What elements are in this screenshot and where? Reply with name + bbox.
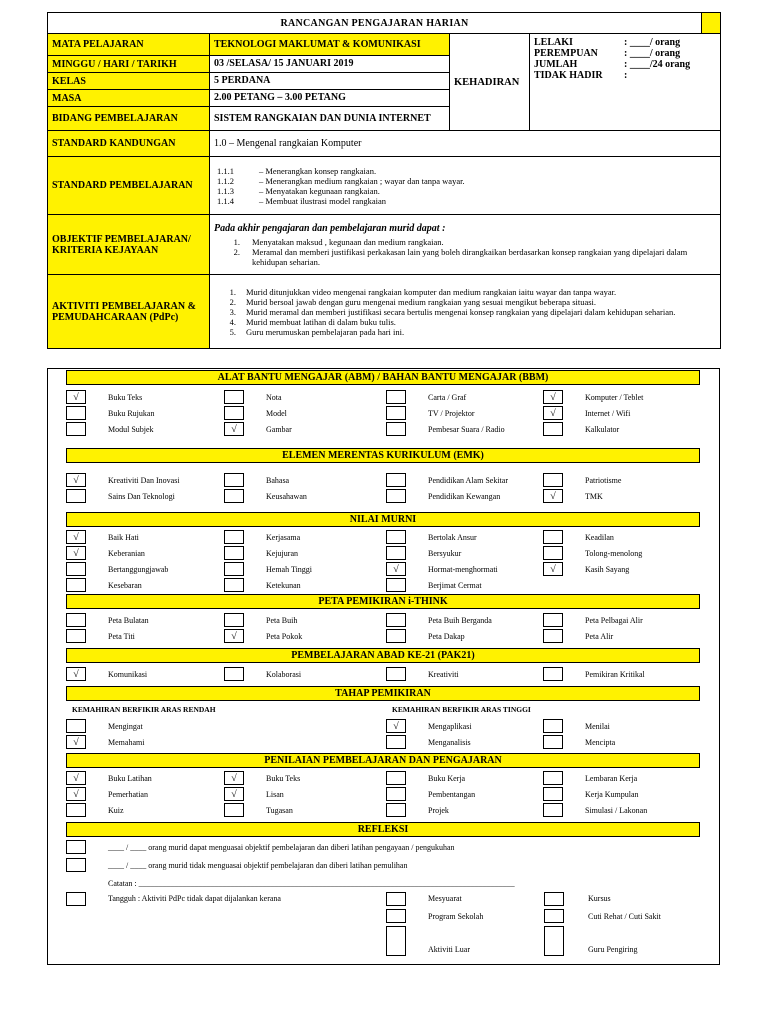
option-label: Lembaran Kerja [585, 773, 638, 783]
pak21-header: PEMBELAJARAN ABAD KE-21 (PAK21) [66, 648, 700, 663]
option-label: Keberanian [108, 548, 145, 558]
checkbox[interactable] [224, 489, 244, 503]
refleksi-checkbox-1[interactable] [66, 840, 86, 854]
ithink-option-peta-pelbagai-alir[interactable] [543, 612, 643, 628]
checkbox[interactable] [224, 562, 244, 576]
checkbox[interactable] [543, 667, 563, 681]
checkbox[interactable] [386, 613, 406, 627]
option-label: Buku Latihan [108, 773, 152, 783]
masa-label: MASA [48, 90, 210, 107]
nilai-grid [66, 529, 700, 593]
option-label: Ketekunan [266, 580, 301, 590]
refleksi-header: REFLEKSI [66, 822, 700, 837]
tahap-header: TAHAP PEMIKIRAN [66, 686, 700, 701]
lesson-plan-header [47, 12, 721, 349]
nilai-option-kasih-sayang[interactable] [543, 561, 629, 577]
option-label: Bersyukur [428, 548, 462, 558]
attendance-jumlah: JUMLAH : ____/24 orang [534, 59, 691, 70]
abm-option-komputer-teblet[interactable] [543, 389, 643, 405]
checkbox[interactable]: √ [386, 719, 406, 733]
option-label: Buku Kerja [428, 773, 466, 783]
option-label: Lisan [266, 789, 284, 799]
checkbox[interactable]: √ [224, 787, 244, 801]
checkbox[interactable] [66, 629, 86, 643]
checkbox[interactable]: √ [224, 771, 244, 785]
option-label: Kreativiti [428, 669, 459, 679]
option-label: Berjimat Cermat [428, 580, 482, 590]
abm-option-buku-rujukan[interactable] [66, 405, 154, 421]
checkbox[interactable]: √ [66, 530, 86, 544]
option-label: TV / Projektor [428, 408, 475, 418]
aras-tinggi-label: KEMAHIRAN BERFIKIR ARAS TINGGI [392, 705, 531, 714]
checkbox[interactable] [386, 473, 406, 487]
page-title: RANCANGAN PENGAJARAN HARIAN [48, 13, 702, 34]
kursus-checkbox[interactable] [544, 892, 564, 906]
nilai-option-keberanian[interactable] [66, 545, 145, 561]
option-label: Buku Teks [108, 392, 143, 402]
option-label: Tugasan [266, 805, 293, 815]
sp-item: 1.1.2 – Menerangkan medium rangkaian ; wayar dan tanpa wayar. [217, 175, 465, 186]
checkbox[interactable] [224, 406, 244, 420]
option-label: Peta Pokok [266, 631, 303, 641]
option-label: Bertolak Ansur [428, 532, 477, 542]
emk-option-kreativiti-dan-inovasi[interactable] [66, 472, 180, 488]
refleksi-catatan: Catatan : ______________________________________________________________________________________________ [108, 879, 515, 888]
option-label: Pemikiran Kritikal [585, 669, 645, 679]
refleksi-tangguh: Tangguh : Aktiviti PdPc tidak dapat dijalankan kerana [108, 894, 281, 903]
aktiviti-item: 2. Murid bersoal jawab dengan guru mengenai medium rangkaian yang sesuai mengikut beberapa situasi. [229, 296, 597, 307]
tahap-option-mengingat[interactable] [66, 718, 143, 734]
emk-option-tmk[interactable] [543, 488, 603, 504]
option-label: Mencipta [585, 737, 616, 747]
checkbox[interactable]: √ [386, 562, 406, 576]
mata-pelajaran-value: TEKNOLOGI MAKLUMAT & KOMUNIKASI [210, 34, 450, 56]
checkbox[interactable] [66, 613, 86, 627]
aktiviti-luar-checkbox[interactable] [386, 926, 406, 956]
option-label: Menilai [585, 721, 610, 731]
option-label: Peta Alir [585, 631, 614, 641]
option-label: Kolaborasi [266, 669, 302, 679]
sp-item: 1.1.1 – Menerangkan konsep rangkaian. [217, 165, 377, 176]
standard-pembelajaran-label: STANDARD PEMBELAJARAN [48, 157, 210, 215]
checkbox[interactable] [224, 667, 244, 681]
refleksi-checkbox-2[interactable] [66, 858, 86, 872]
tahap-row [66, 734, 700, 750]
checkbox[interactable] [386, 629, 406, 643]
objektif-heading: Pada akhir pengajaran dan pembelajaran murid dapat : [214, 222, 446, 234]
checkbox[interactable] [224, 546, 244, 560]
nilai-row [66, 577, 700, 593]
option-label: Keadilan [585, 532, 614, 542]
option-label: Mengaplikasi [428, 721, 472, 731]
option-label: Peta Dakap [428, 631, 465, 641]
option-label: Peta Bulatan [108, 615, 149, 625]
kelas-label: KELAS [48, 73, 210, 90]
guru-pengiring-label: Guru Pengiring [588, 945, 638, 954]
penilaian-row [66, 786, 700, 802]
checkbox[interactable] [386, 530, 406, 544]
nilai-option-ketekunan[interactable] [224, 577, 301, 593]
abm-option-model[interactable] [224, 405, 287, 421]
checkbox[interactable] [543, 735, 563, 749]
sp-item: 1.1.4 – Membuat ilustrasi model rangkaian [217, 195, 386, 206]
option-label: Kreativiti Dan Inovasi [108, 475, 180, 485]
objektif-item: 1. Menyatakan maksud , kegunaan dan medium rangkaian. [233, 236, 444, 247]
checkbox[interactable]: √ [543, 489, 563, 503]
checkbox[interactable] [386, 735, 406, 749]
ithink-option-peta-buih[interactable] [224, 612, 297, 628]
option-label: Carta / Graf [428, 392, 467, 402]
program-sekolah-label: Program Sekolah [428, 912, 484, 921]
attendance-perempuan: PEREMPUAN : ____/ orang [534, 48, 681, 59]
option-label: Nota [266, 392, 282, 402]
checkbox[interactable] [386, 771, 406, 785]
emk-option-patriotisme[interactable] [543, 472, 621, 488]
penilaian-option-simulasi-lakonan[interactable] [543, 802, 647, 818]
checkbox[interactable] [543, 546, 563, 560]
option-label: TMK [585, 491, 603, 501]
nilai-option-kesebaran[interactable] [66, 577, 142, 593]
nilai-row [66, 561, 700, 577]
emk-option-sains-dan-teknologi[interactable] [66, 488, 175, 504]
option-label: Kerja Kumpulan [585, 789, 639, 799]
aktiviti-box [210, 275, 721, 349]
aktiviti-item: 3. Murid meramal dan memberi justifikasi secara bertulis mengenai konsep rangkaian yang dipelajari dalam kehidupan seharian. [229, 306, 676, 317]
option-label: Projek [428, 805, 449, 815]
nilai-row [66, 545, 700, 561]
checkbox[interactable] [386, 406, 406, 420]
penilaian-option-projek[interactable] [386, 802, 449, 818]
refleksi-checkbox-tangguh[interactable] [66, 892, 86, 906]
refleksi-line-2: ____ / ____ orang murid tidak menguasai objektif pembelajaran dan diberi latihan pemulihan [108, 861, 408, 870]
checkbox[interactable] [386, 546, 406, 560]
abm-option-pembesar-suara-radio[interactable] [386, 421, 505, 437]
cuti-label: Cuti Rehat / Cuti Sakit [588, 912, 661, 921]
mesyuarat-checkbox[interactable] [386, 892, 406, 906]
ithink-option-peta-dakap[interactable] [386, 628, 465, 644]
tahap-option-mencipta[interactable] [543, 734, 615, 750]
option-label: Komputer / Teblet [585, 392, 644, 402]
checkbox[interactable]: √ [543, 406, 563, 420]
option-label: Keusahawan [266, 491, 307, 501]
aktiviti-label: AKTIVITI PEMBELAJARAN & PEMUDAHCARAAN (PdPc) [48, 275, 210, 349]
abm-option-modul-subjek[interactable] [66, 421, 154, 437]
objektif-box [210, 215, 721, 275]
standard-pembelajaran-list [210, 157, 721, 215]
checkbox[interactable] [386, 578, 406, 592]
aktiviti-item: 5. Guru merumuskan pembelajaran pada hari ini. [229, 326, 405, 337]
tahap-row [66, 718, 700, 734]
option-label: Kasih Sayang [585, 564, 630, 574]
nilai-option-hemah-tinggi[interactable] [224, 561, 312, 577]
checkbox[interactable] [386, 422, 406, 436]
ithink-row [66, 612, 700, 628]
mata-pelajaran-label: MATA PELAJARAN [48, 34, 210, 56]
ithink-option-peta-alir[interactable] [543, 628, 613, 644]
checkbox[interactable]: √ [224, 422, 244, 436]
checkbox[interactable] [543, 613, 563, 627]
minggu-label: MINGGU / HARI / TARIKH [48, 56, 210, 73]
penilaian-option-buku-latihan[interactable] [66, 770, 152, 786]
option-label: Buku Teks [266, 773, 301, 783]
option-label: Gambar [266, 424, 292, 434]
checkbox[interactable]: √ [224, 629, 244, 643]
option-label: Menganalisis [428, 737, 471, 747]
masa-value: 2.00 PETANG – 3.00 PETANG [210, 90, 450, 107]
option-label: Internet / Wifi [585, 408, 631, 418]
checkbox[interactable] [66, 803, 86, 817]
option-label: Kerjasama [266, 532, 301, 542]
checkbox[interactable] [224, 530, 244, 544]
penilaian-option-buku-teks[interactable] [224, 770, 300, 786]
checkbox[interactable] [543, 803, 563, 817]
checkbox[interactable]: √ [543, 562, 563, 576]
tahap-option-menganalisis[interactable] [386, 734, 471, 750]
penilaian-row [66, 802, 700, 818]
option-label: Hormat-menghormati [428, 564, 498, 574]
mesyuarat-label: Mesyuarat [428, 894, 462, 903]
nilai-header: NILAI MURNI [66, 512, 700, 527]
penilaian-option-lisan[interactable] [224, 786, 284, 802]
option-label: Baik Hati [108, 532, 139, 542]
option-label: Model [266, 408, 287, 418]
attendance-tidak-hadir: TIDAK HADIR : [534, 70, 628, 81]
standard-kandungan-value: 1.0 – Mengenal rangkaian Komputer [210, 131, 721, 157]
checkbox[interactable] [224, 613, 244, 627]
emk-grid [66, 472, 700, 504]
nilai-row [66, 529, 700, 545]
attendance-lelaki: LELAKI : ____/ orang [534, 37, 681, 48]
abm-option-internet-wifi[interactable] [543, 405, 630, 421]
checkbox[interactable] [543, 473, 563, 487]
option-label: Simulasi / Lakonan [585, 805, 648, 815]
nilai-option-kerjasama[interactable] [224, 529, 300, 545]
checkbox[interactable]: √ [66, 771, 86, 785]
checkbox[interactable] [66, 578, 86, 592]
option-label: Buku Rujukan [108, 408, 155, 418]
ithink-header: PETA PEMIKIRAN i-THINK [66, 594, 700, 609]
option-label: Memahami [108, 737, 145, 747]
pak21-option-komunikasi[interactable] [66, 666, 147, 682]
ithink-option-peta-pokok[interactable] [224, 628, 302, 644]
nilai-option-tolong-menolong[interactable] [543, 545, 642, 561]
option-label: Hemah Tinggi [266, 564, 313, 574]
checkbox[interactable] [386, 390, 406, 404]
nilai-option-bertolak-ansur[interactable] [386, 529, 477, 545]
option-label: Bertanggungjawab [108, 564, 169, 574]
nilai-option-baik-hati[interactable] [66, 529, 139, 545]
option-label: Peta Titi [108, 631, 135, 641]
option-label: Pendidikan Kewangan [428, 491, 501, 501]
checkbox[interactable]: √ [66, 473, 86, 487]
option-label: Pendidikan Alam Sekitar [428, 475, 508, 485]
aktiviti-item: 4. Murid membuat latihan di dalam buku tulis. [229, 316, 396, 327]
pak21-option-kolaborasi[interactable] [224, 666, 301, 682]
aktiviti-item: 1. Murid ditunjukkan video mengenai rangkaian komputer dan medium rangkaian iaitu wayar dan tanpa wayar. [229, 286, 617, 297]
checkbox[interactable] [386, 489, 406, 503]
option-label: Kuiz [108, 805, 124, 815]
standard-kandungan-label: STANDARD KANDUNGAN [48, 131, 210, 157]
kelas-value: 5 PERDANA [210, 73, 450, 90]
checkbox[interactable]: √ [66, 546, 86, 560]
abm-row [66, 405, 700, 421]
checkbox[interactable] [386, 787, 406, 801]
guru-pengiring-checkbox[interactable] [544, 926, 564, 956]
kehadiran-label: KEHADIRAN [450, 34, 530, 131]
program-sekolah-checkbox[interactable] [386, 909, 406, 923]
penilaian-option-tugasan[interactable] [224, 802, 293, 818]
tahap-option-menilai[interactable] [543, 718, 610, 734]
checkbox[interactable] [543, 787, 563, 801]
minggu-value: 03 /SELASA/ 15 JANUARI 2019 [210, 56, 450, 73]
option-label: Kejujuran [266, 548, 298, 558]
title-corner-cell [702, 13, 721, 34]
checkbox[interactable] [224, 390, 244, 404]
option-label: Sains Dan Teknologi [108, 491, 175, 501]
nilai-option-bersyukur[interactable] [386, 545, 461, 561]
pak21-option-kreativiti[interactable] [386, 666, 459, 682]
nilai-option-berjimat-cermat[interactable] [386, 577, 482, 593]
checkbox[interactable] [543, 719, 563, 733]
ithink-option-peta-buih-berganda[interactable] [386, 612, 492, 628]
emk-option-pendidikan-kewangan[interactable] [386, 488, 500, 504]
option-label: Komunikasi [108, 669, 148, 679]
option-label: Mengingat [108, 721, 143, 731]
option-label: Pemerhatian [108, 789, 148, 799]
penilaian-grid [66, 770, 700, 818]
checkbox[interactable]: √ [66, 735, 86, 749]
checkbox[interactable]: √ [66, 667, 86, 681]
ithink-row [66, 628, 700, 644]
abm-option-nota[interactable] [224, 389, 282, 405]
checkbox[interactable] [543, 629, 563, 643]
option-label: Bahasa [266, 475, 290, 485]
checkbox[interactable] [543, 771, 563, 785]
nilai-option-keadilan[interactable] [543, 529, 614, 545]
option-label: Peta Buih Berganda [428, 615, 492, 625]
nilai-option-bertanggungjawab[interactable] [66, 561, 168, 577]
abm-option-gambar[interactable] [224, 421, 292, 437]
checkbox[interactable]: √ [66, 390, 86, 404]
abm-option-kalkulator[interactable] [543, 421, 619, 437]
checkbox[interactable] [224, 803, 244, 817]
abm-row [66, 389, 700, 405]
option-label: Modul Subjek [108, 424, 154, 434]
checkbox[interactable] [386, 667, 406, 681]
option-label: Kesebaran [108, 580, 142, 590]
penilaian-option-kerja-kumpulan[interactable] [543, 786, 639, 802]
abm-option-carta-graf[interactable] [386, 389, 466, 405]
penilaian-option-pemerhatian[interactable] [66, 786, 148, 802]
checkbox[interactable] [543, 422, 563, 436]
penilaian-option-pembentangan[interactable] [386, 786, 475, 802]
checkbox[interactable] [224, 578, 244, 592]
option-label: Peta Buih [266, 615, 298, 625]
abm-row [66, 421, 700, 437]
bidang-label: BIDANG PEMBELAJARAN [48, 107, 210, 131]
checkbox[interactable] [386, 803, 406, 817]
penilaian-option-kuiz[interactable] [66, 802, 124, 818]
checkbox[interactable] [66, 719, 86, 733]
option-label: Tolong-menolong [585, 548, 643, 558]
option-label: Peta Pelbagai Alir [585, 615, 643, 625]
abm-option-buku-teks[interactable] [66, 389, 142, 405]
penilaian-header: PENILAIAN PEMBELAJARAN DAN PENGAJARAN [66, 753, 700, 768]
checkbox[interactable] [66, 422, 86, 436]
checkbox[interactable]: √ [66, 787, 86, 801]
refleksi-line-1: ____ / ____ orang murid dapat menguasai objektif pembelajaran dan diberi latihan pengayaan / pengukuhan [108, 843, 455, 852]
checkbox[interactable] [66, 489, 86, 503]
pak21-option-pemikiran-kritikal[interactable] [543, 666, 645, 682]
tahap-option-mengaplikasi[interactable] [386, 718, 472, 734]
aras-rendah-label: KEMAHIRAN BERFIKIR ARAS RENDAH [72, 705, 216, 714]
penilaian-option-lembaran-kerja[interactable] [543, 770, 637, 786]
penilaian-row [66, 770, 700, 786]
option-label: Pembentangan [428, 789, 476, 799]
cuti-checkbox[interactable] [544, 909, 564, 923]
ithink-option-peta-titi[interactable] [66, 628, 135, 644]
ithink-grid [66, 612, 700, 644]
penilaian-option-buku-kerja[interactable] [386, 770, 465, 786]
emk-row [66, 472, 700, 488]
checkbox[interactable]: √ [543, 390, 563, 404]
tahap-option-memahami[interactable] [66, 734, 144, 750]
emk-option-pendidikan-alam-sekitar[interactable] [386, 472, 508, 488]
checkbox[interactable] [543, 530, 563, 544]
checkbox[interactable] [224, 473, 244, 487]
objektif-label: OBJEKTIF PEMBELAJARAN/ KRITERIA KEJAYAAN [48, 215, 210, 275]
emk-option-keusahawan[interactable] [224, 488, 307, 504]
checklist-area [47, 368, 720, 965]
option-label: Kalkulator [585, 424, 620, 434]
ithink-option-peta-bulatan[interactable] [66, 612, 149, 628]
kehadiran-box [530, 34, 721, 131]
nilai-option-hormat-menghormati[interactable] [386, 561, 498, 577]
nilai-option-kejujuran[interactable] [224, 545, 298, 561]
aktiviti-luar-label: Aktiviti Luar [428, 945, 470, 954]
checkbox[interactable] [66, 562, 86, 576]
pak21-grid [66, 666, 700, 682]
emk-header: ELEMEN MERENTAS KURIKULUM (EMK) [66, 448, 700, 463]
tahap-grid [66, 718, 700, 750]
option-label: Pembesar Suara / Radio [428, 424, 505, 434]
emk-row [66, 488, 700, 504]
option-label: Patriotisme [585, 475, 622, 485]
abm-grid [66, 389, 700, 437]
sp-item: 1.1.3 – Menyatakan kegunaan rangkaian. [217, 185, 380, 196]
checkbox[interactable] [66, 406, 86, 420]
bidang-value: SISTEM RANGKAIAN DAN DUNIA INTERNET [210, 107, 450, 131]
pak21-row [66, 666, 700, 682]
abm-header: ALAT BANTU MENGAJAR (ABM) / BAHAN BANTU MENGAJAR (BBM) [66, 370, 700, 385]
objektif-item: 2. Meramal dan memberi justifikasi perkakasan lain yang boleh dirangkaikan berdasarkan konsep rangkaian yang dipelajari dalam kehidupan seharian. [233, 246, 688, 267]
kursus-label: Kursus [588, 894, 611, 903]
abm-option-tv-projektor[interactable] [386, 405, 475, 421]
emk-option-bahasa[interactable] [224, 472, 289, 488]
